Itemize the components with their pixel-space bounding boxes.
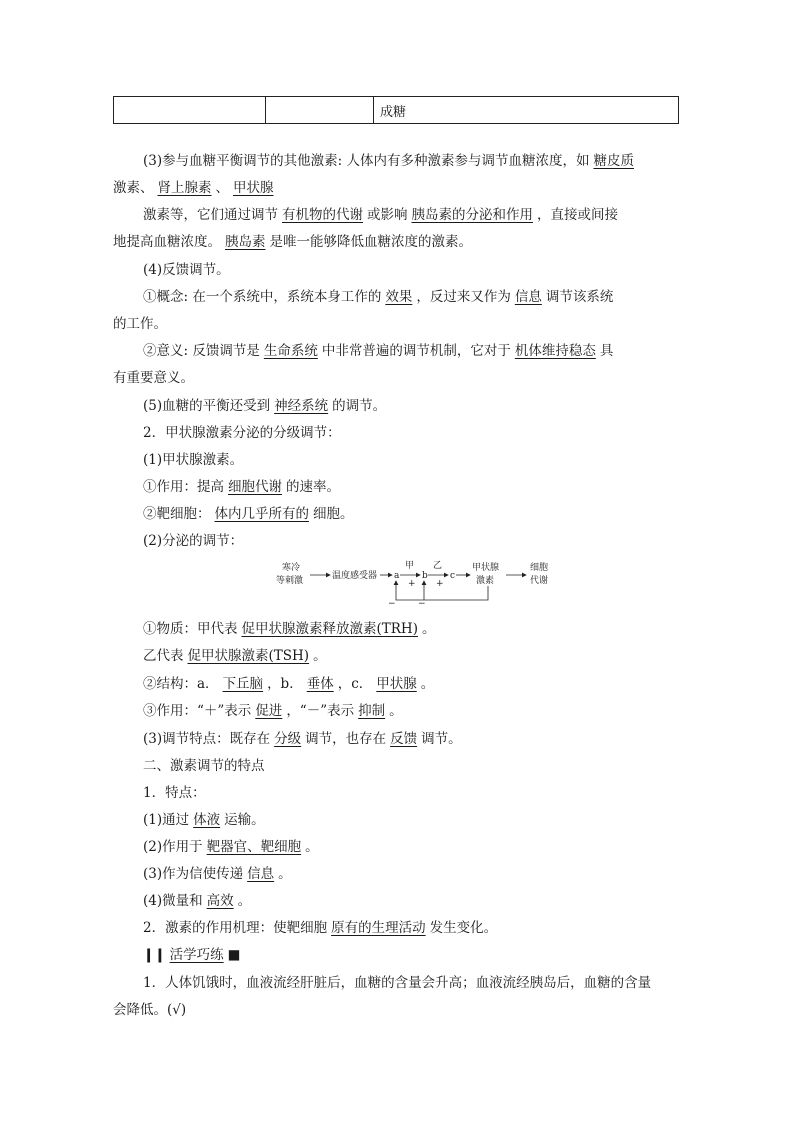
text: (3)调节特点：既存在 [143, 731, 271, 747]
answer-blank: 促进 [255, 703, 283, 719]
text: 运输。 [224, 812, 265, 828]
text: 调节。 [421, 731, 462, 747]
paragraph-line: 会降低。(√) [113, 1002, 187, 1018]
label-receptor: 温度感受器 [332, 571, 378, 581]
text: ①作用：提高 [143, 479, 224, 495]
answer-blank: 下丘脑 [222, 676, 264, 692]
answer-blank: 靶器官、靶细胞 [206, 839, 302, 855]
table-cell [114, 97, 266, 123]
table-cell [266, 97, 374, 123]
text: 的调节。 [332, 398, 387, 414]
text: ②靶细胞： [143, 506, 211, 522]
paragraph-line [113, 397, 713, 415]
paragraph-line [113, 179, 683, 197]
answer-blank: 生命系统 [263, 343, 318, 359]
text: ③作用：“＋”表示 [143, 703, 252, 719]
answer-blank: 抑制 [358, 703, 386, 719]
paragraph-line: (1)甲状腺激素。 [143, 452, 244, 468]
text: 。 [389, 703, 403, 719]
answer-blank: 有机物的代谢 [282, 207, 363, 223]
paragraph-line: (2)分泌的调节： [143, 533, 244, 549]
answer-blank: 细胞代谢 [228, 479, 282, 495]
text: 。 [305, 839, 319, 855]
answer-blank: 神经系统 [274, 398, 329, 414]
text: 地提高血糖浓度。 [113, 234, 221, 250]
label-cold: 寒冷 [282, 563, 301, 573]
answer-blank: 体液 [193, 812, 221, 828]
text: 调节该系统 [545, 289, 614, 305]
answer-blank: 反馈 [390, 731, 418, 747]
paragraph-line [113, 811, 713, 829]
text: (2)作用于 [143, 839, 203, 855]
paragraph-line [113, 865, 713, 883]
text: ，反过来又作为 [416, 289, 511, 305]
answer-blank: 糖皮质 [593, 153, 634, 169]
paragraph-line: (4)反馈调节。 [143, 262, 230, 278]
text: (1)通过 [143, 812, 190, 828]
paragraph-line [113, 647, 713, 665]
node-c: c [450, 571, 456, 581]
answer-blank: 甲状腺 [376, 676, 417, 692]
text: 。 [278, 866, 292, 882]
section-heading: 二、激素调节的特点 [143, 758, 265, 774]
text: 激素等，它们通过调节 [143, 207, 278, 223]
paragraph-line [113, 206, 713, 224]
sign-plus: + [436, 579, 444, 589]
sign-plus: + [408, 579, 416, 589]
answer-blank: 机体维持稳态 [514, 343, 596, 359]
text: ，c． [337, 676, 373, 692]
paragraph-line: 有重要意义。 [113, 370, 194, 386]
practice-heading [113, 946, 713, 964]
label-metabolism: 代谢 [530, 576, 549, 586]
text: (5)血糖的平衡还受到 [143, 398, 271, 414]
section-heading: 2．甲状腺激素分泌的分级调节： [143, 425, 341, 441]
label-jia: 甲 [405, 561, 415, 571]
text: ，直接或间接 [537, 207, 618, 223]
answer-blank: 垂体 [306, 676, 334, 692]
sign-minus: − [388, 599, 396, 608]
paragraph-line [113, 288, 713, 306]
bar-marker-icon: ❙❙ [143, 947, 166, 963]
answer-blank: 信息 [247, 866, 275, 882]
paragraph-line [113, 620, 713, 638]
text: ①物质：甲代表 [143, 621, 238, 637]
paragraph-line: 1．特点： [143, 785, 206, 801]
answer-blank: 原有的生理活动 [331, 920, 426, 936]
text: 、 [215, 180, 229, 196]
text: 2．激素的作用机理：使靶细胞 [143, 920, 328, 936]
answer-blank: 促甲状腺激素(TSH) [187, 648, 310, 664]
paragraph-line: 的工作。 [113, 316, 167, 332]
square-marker-icon: ■ [227, 947, 241, 963]
paragraph-line [113, 478, 713, 496]
text: 细胞。 [313, 506, 354, 522]
paragraph-line [113, 675, 713, 693]
label-thyroid: 甲状腺 [472, 563, 500, 573]
thyroid-regulation-diagram [270, 556, 560, 608]
text: 。 [313, 648, 327, 664]
text: 中非常普遍的调节机制，它对于 [321, 343, 511, 359]
text: 或影响 [367, 207, 408, 223]
text: 激素、 [113, 180, 154, 196]
text: ，“－”表示 [286, 703, 355, 719]
paragraph-line [113, 152, 713, 170]
answer-blank: 体内几乎所有的 [214, 506, 309, 522]
text: 乙代表 [143, 648, 184, 664]
paragraph-line [113, 505, 713, 523]
text: 。 [420, 676, 435, 692]
paragraph-line [113, 838, 713, 856]
paragraph-line [113, 919, 713, 937]
text: 调节，也存在 [305, 731, 387, 747]
table-cell: 成糖 [380, 105, 407, 120]
text: 。 [421, 621, 436, 637]
answer-blank: 胰岛素 [225, 234, 266, 250]
heading-text: 活学巧练 [169, 947, 224, 963]
paragraph-line [113, 892, 713, 910]
text: 的速率。 [286, 479, 340, 495]
sign-minus: − [418, 599, 426, 608]
text: (4)微量和 [143, 893, 203, 909]
text: 。 [237, 893, 252, 909]
text: ②意义: 反馈调节是 [143, 343, 260, 359]
label-yi: 乙 [433, 561, 443, 571]
node-a: a [394, 571, 400, 581]
label-cell: 细胞 [530, 563, 549, 573]
answer-blank: 胰岛素的分泌和作用 [411, 207, 533, 223]
answer-blank: 肾上腺素 [157, 180, 212, 196]
label-stimulus: 等刺激 [276, 576, 304, 586]
text: 具 [599, 343, 614, 359]
answer-blank: 信息 [514, 289, 542, 305]
label-hormone: 激素 [476, 576, 495, 586]
text: ②结构：a． [143, 676, 219, 692]
paragraph-line [113, 702, 713, 720]
answer-blank: 效果 [385, 289, 413, 305]
paragraph-line [113, 342, 713, 360]
text: 是唯一能够降低血糖浓度的激素。 [269, 234, 472, 250]
paragraph-line [113, 730, 713, 748]
text: ，b． [267, 676, 303, 692]
table-row [113, 96, 679, 124]
answer-blank: 分级 [274, 731, 302, 747]
answer-blank: 甲状腺 [233, 180, 274, 196]
text: ①概念: 在一个系统中，系统本身工作的 [143, 289, 382, 305]
answer-blank: 高效 [206, 893, 234, 909]
text: (3)参与血糖平衡调节的其他激素: 人体内有多种激素参与调节血糖浓度，如 [143, 153, 590, 169]
text: (3)作为信使传递 [143, 866, 244, 882]
paragraph-line: 1．人体饥饿时，血液流经肝脏后，血糖的含量会升高；血液流经胰岛后，血糖的含量 [143, 975, 652, 991]
node-b: b [422, 571, 428, 581]
text: 发生变化。 [429, 920, 498, 936]
answer-blank: 促甲状腺激素释放激素(TRH) [241, 621, 418, 637]
paragraph-line [113, 233, 683, 251]
